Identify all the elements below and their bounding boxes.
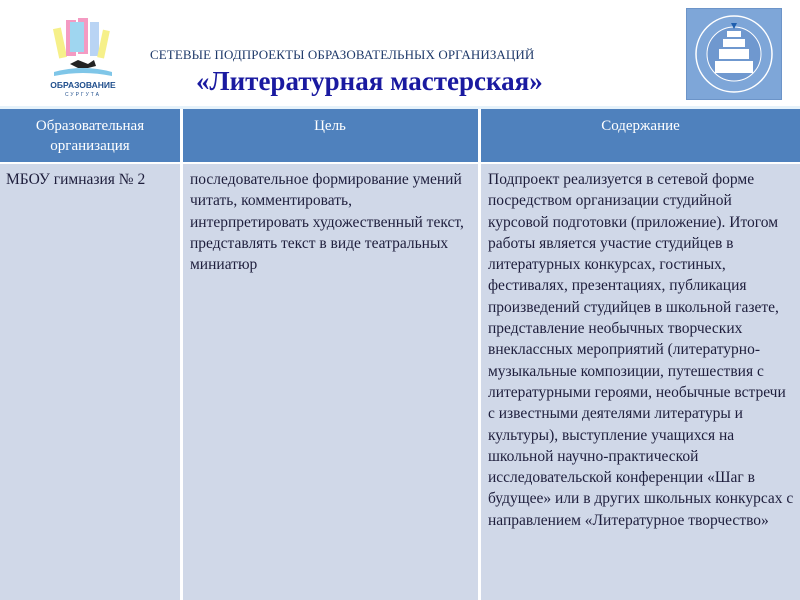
column-header-organization: Образовательная организация [0, 109, 180, 162]
table-cell-organization: МБОУ гимназия № 2 [0, 164, 180, 600]
methodical-center-logo [686, 8, 782, 100]
page-subtitle: СЕТЕВЫЕ ПОДПРОЕКТЫ ОБРАЗОВАТЕЛЬНЫХ ОРГАНИЗАЦИЙ [150, 47, 535, 62]
svg-text:СУРГУТА: СУРГУТА [64, 92, 102, 98]
page-title: «Литературная мастерская» [196, 66, 543, 96]
column-header-content: Содержание [481, 109, 800, 162]
table-cell-goal: последовательное формирование умений читать, комментировать, интерпретировать художественный текст, представлять текст в виде театральных миниатюр [183, 164, 478, 600]
column-header-goal: Цель [182, 109, 478, 162]
svg-text:ОБРАЗОВАНИЕ: ОБРАЗОВАНИЕ [50, 80, 116, 90]
table-cell-content: Подпроект реализуется в сетевой форме посредством организации студийной курсовой подготовки (приложение). Итогом работы является участие студийцев в литературных конкурсах, гостиных, фестивалях, презентациях, публикация произведений студийцев в школьной газете, представление необычных творческих внеклассных мероприятий (литературно-музыкальные композиции, путешествия с литературными героями, необычные встречи с известными деятелями литературы и культуры), выступление учащихся на школьной научно-практической исследовательской конференции «Шаг в будущее» или в других школьных конкурсах с направлением «Литературное творчество» [481, 164, 800, 600]
obrazovanie-surguta-logo [48, 14, 118, 98]
